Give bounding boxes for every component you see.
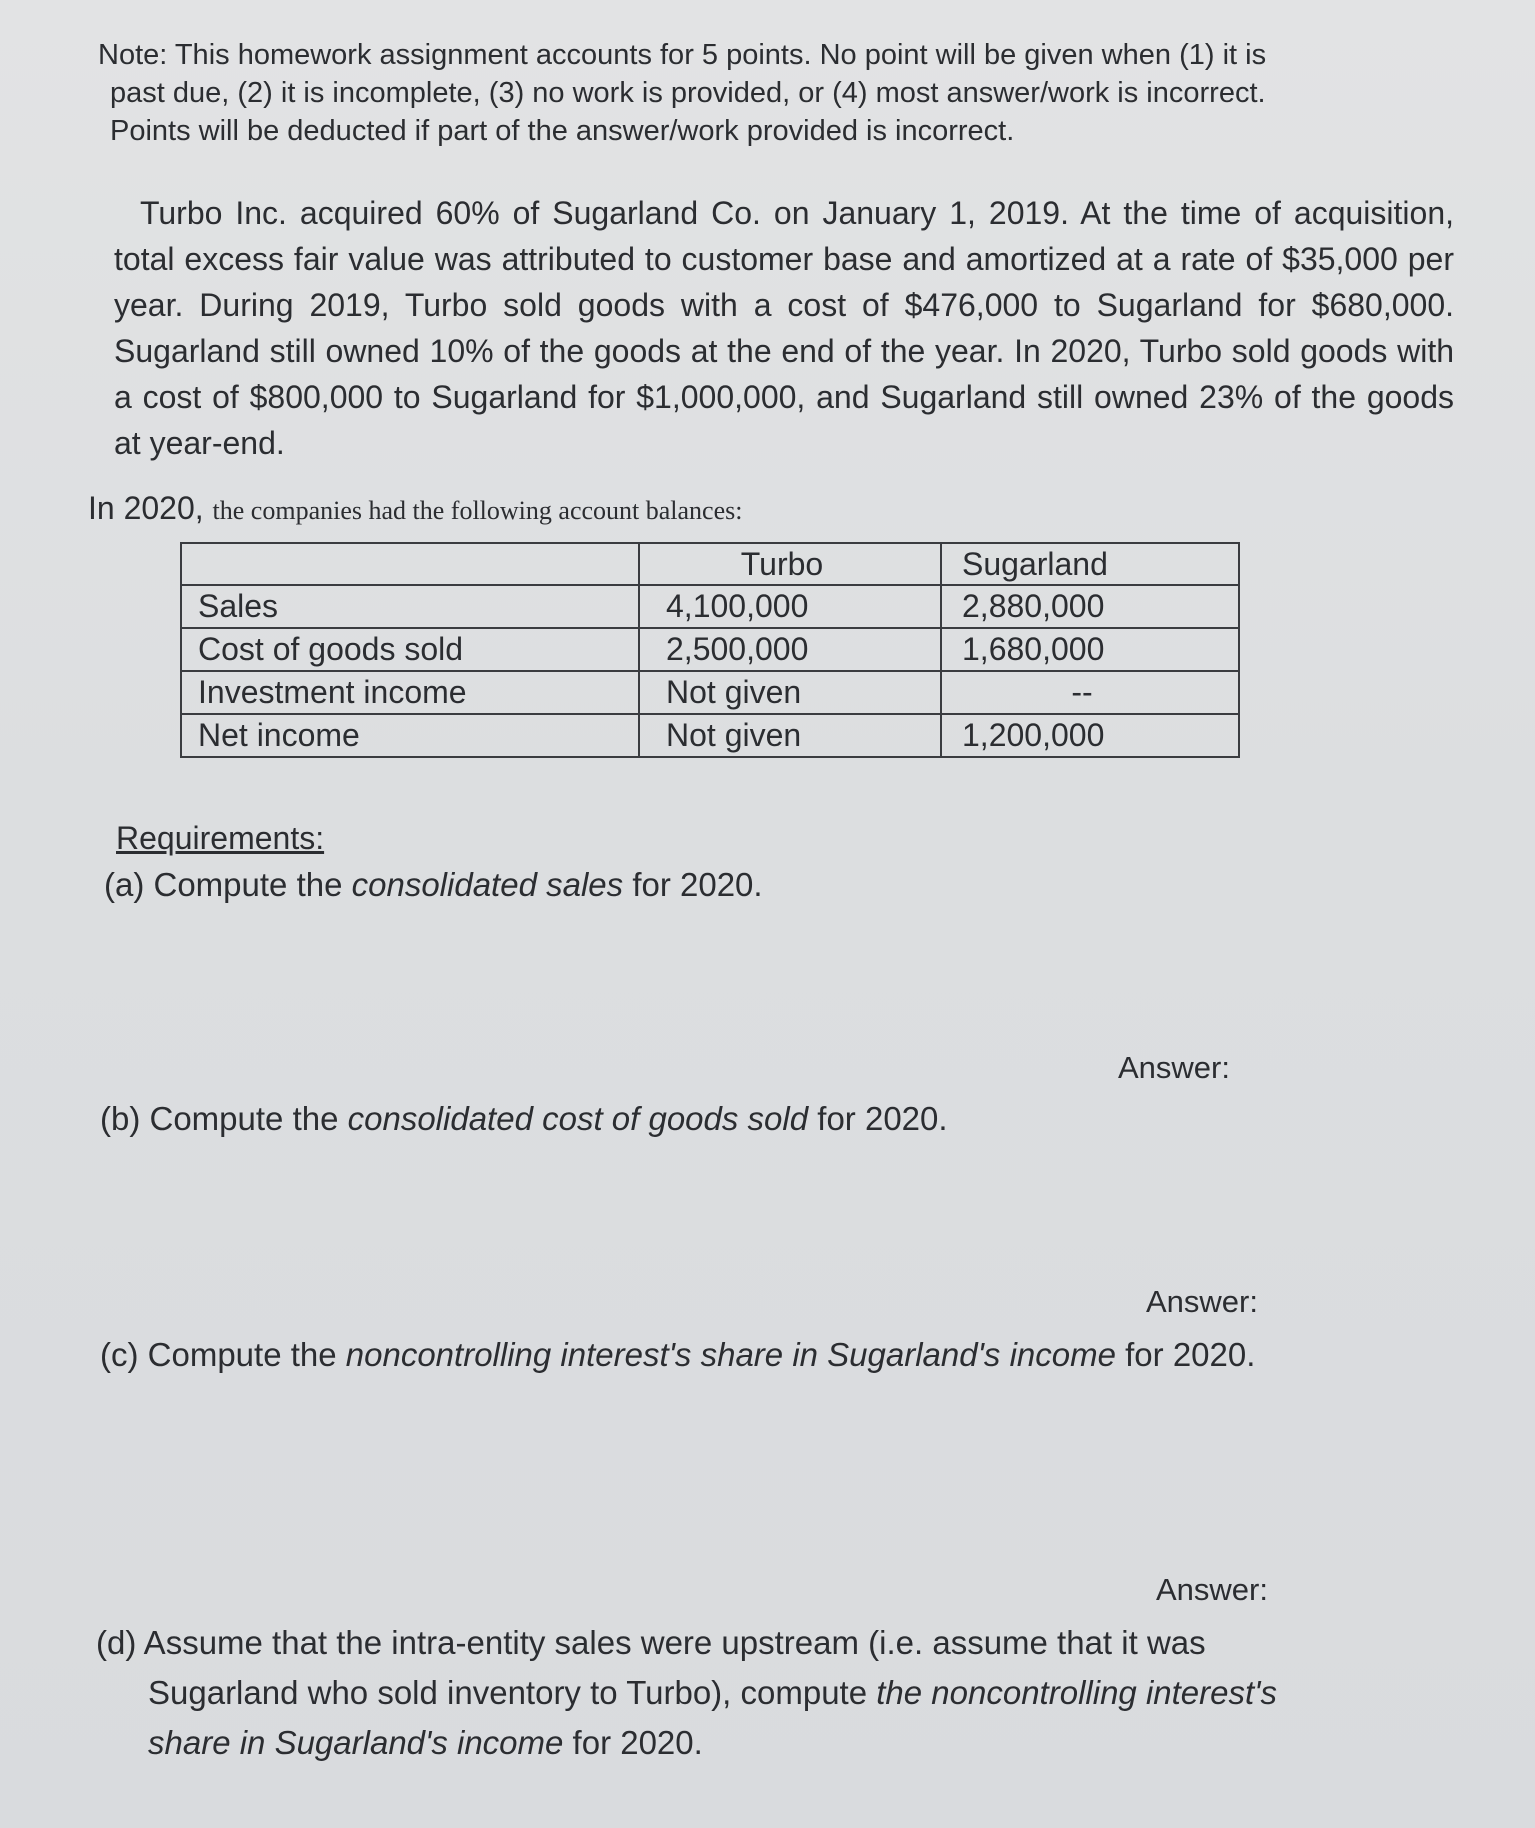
req-b-prefix: (b) Compute the: [100, 1100, 339, 1137]
req-c-suffix: for 2020.: [1125, 1336, 1256, 1373]
answer-a-label: Answer:: [1118, 1050, 1230, 1085]
sugarland-value: 1,200,000: [941, 714, 1239, 757]
table-row: [181, 714, 1239, 757]
req-c-italic: noncontrolling interest's share in Sugarland's income: [345, 1336, 1116, 1373]
sugarland-value: 1,680,000: [941, 628, 1239, 671]
requirement-c: [100, 1336, 1255, 1374]
note-line-1: Note: This homework assignment accounts for 5 points. No point will be given when (1) it is: [98, 39, 1267, 71]
answer-b-label: Answer:: [1146, 1284, 1258, 1319]
row-label: Cost of goods sold: [181, 628, 639, 671]
account-balances-table: [180, 542, 1240, 758]
row-label: Sales: [181, 585, 639, 628]
sugarland-value: 2,880,000: [941, 585, 1239, 628]
turbo-value: 4,100,000: [639, 585, 941, 628]
table-row: [181, 628, 1239, 671]
header-turbo: Turbo: [639, 543, 941, 585]
req-a-prefix: (a) Compute the: [104, 866, 343, 903]
req-b-italic: consolidated cost of goods sold: [347, 1100, 809, 1137]
grading-note: [98, 36, 1428, 150]
req-d-line3-suffix: for 2020.: [572, 1724, 703, 1761]
table-intro: [88, 490, 742, 527]
req-d-line2-italic: the noncontrolling interest's: [876, 1674, 1277, 1711]
req-d-line1: (d) Assume that the intra-entity sales were upstream (i.e. assume that it was: [96, 1624, 1206, 1661]
req-b-suffix: for 2020.: [817, 1100, 948, 1137]
requirement-a: [104, 866, 763, 904]
answer-c-label: Answer:: [1156, 1572, 1268, 1607]
turbo-value: Not given: [639, 714, 941, 757]
turbo-value: 2,500,000: [639, 628, 941, 671]
requirements-title: Requirements:: [116, 820, 325, 856]
table-header-row: [181, 543, 1239, 585]
req-c-prefix: (c) Compute the: [100, 1336, 337, 1373]
requirement-b: [100, 1100, 948, 1138]
row-label: Net income: [181, 714, 639, 757]
header-sugarland: Sugarland: [941, 543, 1239, 585]
row-label: Investment income: [181, 671, 639, 714]
requirement-d: [96, 1618, 1456, 1768]
table-row: [181, 585, 1239, 628]
table-row: [181, 671, 1239, 714]
intro-rest: the companies had the following account balances:: [212, 496, 743, 525]
req-a-italic: consolidated sales: [351, 866, 624, 903]
intro-year: In 2020,: [88, 490, 204, 526]
req-a-suffix: for 2020.: [632, 866, 763, 903]
header-blank: [181, 543, 639, 585]
note-line-2: past due, (2) it is incomplete, (3) no work is provided, or (4) most answer/work is incorrect.: [110, 77, 1266, 109]
req-d-line3: [96, 1718, 1456, 1768]
note-line-3: Points will be deducted if part of the answer/work provided is incorrect.: [110, 115, 1015, 147]
req-d-line3-italic: share in Sugarland's income: [148, 1724, 564, 1761]
sugarland-value: --: [941, 671, 1239, 714]
problem-statement: Turbo Inc. acquired 60% of Sugarland Co. on January 1, 2019. At the time of acquisition, total excess fair value was attributed to customer base and amortized at a rate of $35,000 per year. During 2019, Turbo sold goods with a cost of $476,000 to Sugarland for $680,000. Sugarland still owned 10% of the goods at the end of the year. In 2020, Turbo sold goods with a cost of $800,000 to Sugarland for $1,000,000, and Sugarland still owned 23% of the goods at year-end.: [114, 195, 1454, 461]
req-d-line2-plain: Sugarland who sold inventory to Turbo), compute: [148, 1674, 868, 1711]
req-d-line2: [96, 1668, 1456, 1718]
turbo-value: Not given: [639, 671, 941, 714]
